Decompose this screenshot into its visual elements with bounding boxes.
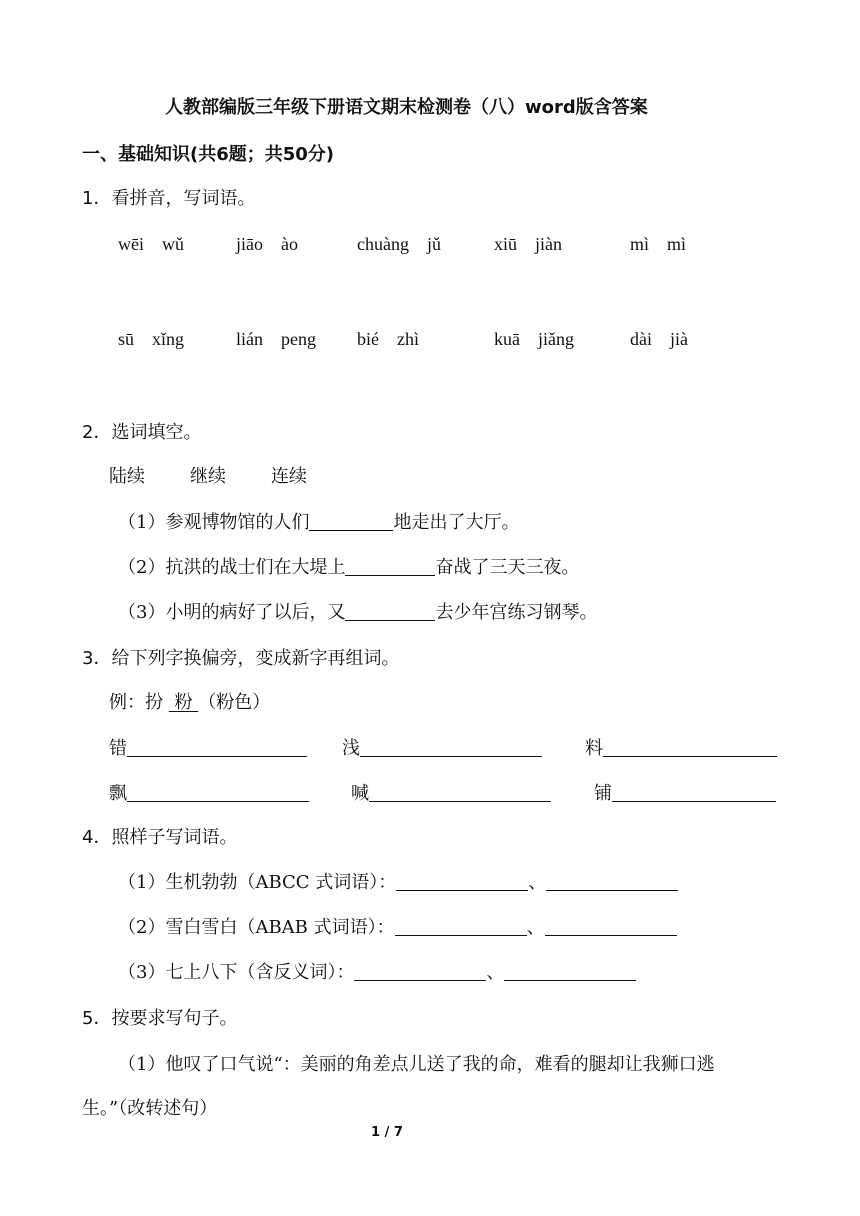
question-number: 4．: [82, 827, 112, 848]
fill-item: [118, 598, 597, 624]
answer-blank[interactable]: [127, 738, 307, 757]
example-line: [109, 688, 270, 714]
question-number: 2．: [82, 422, 112, 443]
word-item: [118, 913, 677, 939]
char-label: 铺: [594, 783, 612, 804]
separator: 、: [528, 872, 547, 893]
question-1: [82, 184, 255, 210]
char-label: 飘: [109, 783, 127, 804]
item-suffix: 去少年宫练习钢琴。: [435, 602, 598, 623]
char-label: 浅: [342, 738, 360, 759]
question-text: 选词填空。: [111, 422, 202, 443]
item-suffix: 地走出了大厅。: [393, 512, 520, 533]
answer-blank[interactable]: [345, 602, 435, 621]
item-prefix: （2）抗洪的战士们在大堤上: [118, 557, 346, 578]
answer-blank[interactable]: [354, 962, 486, 981]
char-label: 喊: [351, 783, 369, 804]
pinyin-item: sū xǐng: [118, 329, 185, 349]
answer-blank[interactable]: [546, 872, 678, 891]
answer-blank[interactable]: [395, 917, 527, 936]
word-item: [118, 958, 636, 984]
pinyin-item: xiū jiàn: [494, 234, 562, 254]
pinyin-item: chuàng jǔ: [357, 234, 441, 254]
sentence-line: （1）他叹了口气说“：美丽的角差点儿送了我的命，难看的腿却让我狮口逃: [118, 1054, 715, 1075]
question-text: 给下列字换偏旁，变成新字再组词。: [111, 648, 400, 669]
char-item: [594, 779, 776, 805]
pinyin-item: mì mì: [630, 234, 687, 254]
item-prefix: （2）雪白雪白（ABAB 式词语）：: [118, 917, 395, 938]
word-option: 陆续: [109, 466, 145, 487]
answer-blank[interactable]: [545, 917, 677, 936]
fill-item: [118, 553, 579, 579]
answer-blank[interactable]: [309, 512, 393, 531]
answer-blank[interactable]: [369, 783, 551, 802]
answer-blank[interactable]: [603, 738, 777, 757]
char-item: [585, 734, 777, 760]
example-prefix: 例：扮: [109, 692, 163, 713]
item-prefix: （1）参观博物馆的人们: [118, 512, 310, 533]
answer-blank[interactable]: [127, 783, 309, 802]
answer-blank[interactable]: [345, 557, 435, 576]
question-5: [82, 1004, 237, 1030]
word-option: 继续: [190, 466, 226, 487]
example-answer: 粉: [174, 692, 193, 713]
pinyin-item: dài jià: [630, 329, 688, 349]
question-3: [82, 644, 399, 670]
word-item: [118, 868, 678, 894]
pinyin-item: lián peng: [236, 329, 316, 349]
char-item: [109, 734, 307, 760]
char-item: [351, 779, 551, 805]
fill-item: [118, 508, 519, 534]
question-number: 3．: [82, 648, 112, 669]
answer-blank[interactable]: [504, 962, 636, 981]
question-2: [82, 418, 201, 444]
separator: 、: [526, 917, 545, 938]
char-label: 料: [585, 738, 603, 759]
separator: 、: [486, 962, 505, 983]
pinyin-item: bié zhì: [357, 329, 419, 349]
question-number: 5．: [82, 1008, 112, 1029]
char-item: [342, 734, 542, 760]
char-item: [109, 779, 309, 805]
question-4: [82, 823, 237, 849]
question-text: 照样子写词语。: [111, 827, 238, 848]
pinyin-item: jiāo ào: [236, 234, 298, 254]
question-text: 按要求写句子。: [111, 1008, 238, 1029]
answer-blank[interactable]: [612, 783, 776, 802]
answer-blank[interactable]: [360, 738, 542, 757]
question-number: 1．: [82, 188, 112, 209]
pinyin-item: wēi wǔ: [118, 234, 184, 254]
item-prefix: （3）七上八下（含反义词）：: [118, 962, 355, 983]
document-title: 人教部编版三年级下册语文期末检测卷（八）word版含答案: [165, 97, 648, 118]
item-suffix: 奋战了三天三夜。: [435, 557, 580, 578]
sentence-line: 生。”（改转述句）: [82, 1098, 218, 1119]
page-number: 1 / 7: [371, 1125, 403, 1140]
question-text: 看拼音，写词语。: [111, 188, 256, 209]
item-prefix: （1）生机勃勃（ABCC 式词语）：: [118, 872, 397, 893]
example-suffix: （粉色）: [198, 692, 271, 713]
item-prefix: （3）小明的病好了以后，又: [118, 602, 346, 623]
section-heading: 一、基础知识(共6题；共50分): [82, 144, 335, 165]
char-label: 错: [109, 738, 127, 759]
pinyin-item: kuā jiǎng: [494, 329, 574, 349]
answer-blank[interactable]: [396, 872, 528, 891]
word-option: 连续: [271, 466, 307, 487]
